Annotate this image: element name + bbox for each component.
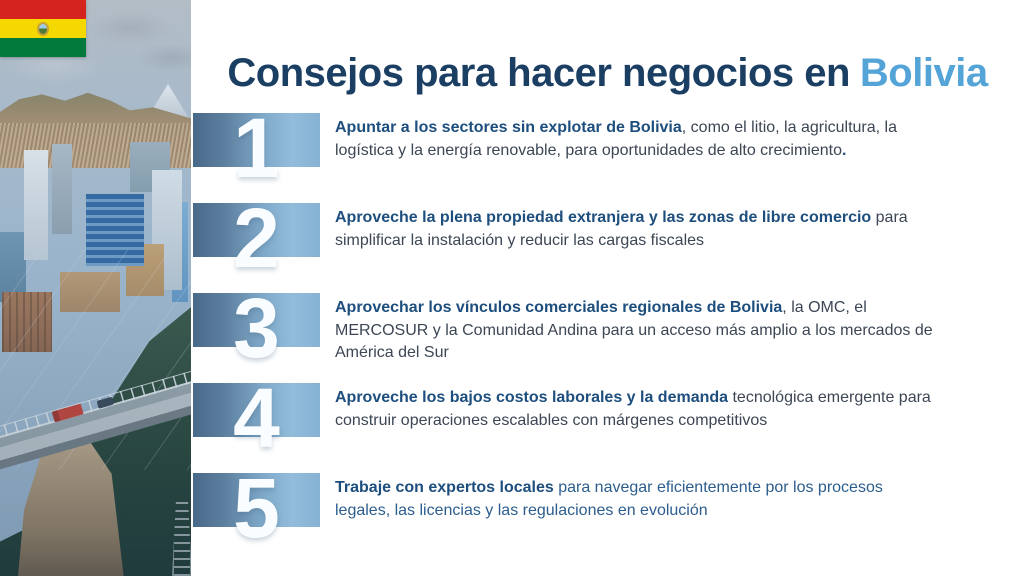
item-number: 4 [233, 371, 280, 465]
item-text [335, 477, 940, 522]
item-number-block [193, 191, 320, 285]
item-tail-text: . [841, 141, 847, 159]
item-text [335, 207, 940, 252]
item-text [335, 387, 940, 432]
item-text [335, 117, 940, 162]
item-rest-text: , la OMC, el MERCOSUR y la Comunidad Andina para un acceso más amplio a los mercados de América del Sur [335, 299, 933, 361]
page-title-accent: Bolivia [859, 50, 988, 95]
item-rest-text: tecnológica emergente para construir operaciones escalables con márgenes competitivos [335, 389, 931, 429]
item-rest-text: para navegar eficientemente por los procesos legales, las licencias y las regulaciones en evolución [335, 479, 883, 519]
item-text [335, 297, 940, 365]
page-title [191, 51, 1024, 96]
item-number: 5 [233, 461, 280, 555]
photo-haze-overlay [0, 0, 191, 576]
item-number-block [193, 101, 320, 195]
lapaz-cityscape-photo [0, 0, 191, 576]
item-lead-text: Aproveche los bajos costos laborales y la demanda [335, 389, 729, 406]
item-number-block [193, 281, 320, 375]
item-lead-text: Trabaje con expertos locales [335, 479, 554, 496]
item-rest-text: , como el litio, la agricultura, la logística y la energía renovable, para oportunidades de alto crecimiento [335, 119, 897, 159]
item-lead-text: Aproveche la plena propiedad extranjera y las zonas de libre comercio [335, 209, 872, 226]
item-number: 1 [233, 101, 280, 195]
item-number-block [193, 371, 320, 465]
item-number-block [193, 461, 320, 555]
item-lead-text: Apuntar a los sectores sin explotar de Bolivia [335, 119, 682, 136]
item-number: 2 [233, 191, 280, 285]
item-lead-text: Aprovechar los vínculos comerciales regionales de Bolivia [335, 299, 783, 316]
bolivia-flag [0, 0, 86, 57]
item-number: 3 [233, 281, 280, 375]
page-title-dark: Consejos para hacer negocios en [227, 50, 850, 95]
coat-of-arms [37, 22, 49, 36]
item-rest-text: para simplificar la instalación y reducir las cargas fiscales [335, 209, 908, 249]
